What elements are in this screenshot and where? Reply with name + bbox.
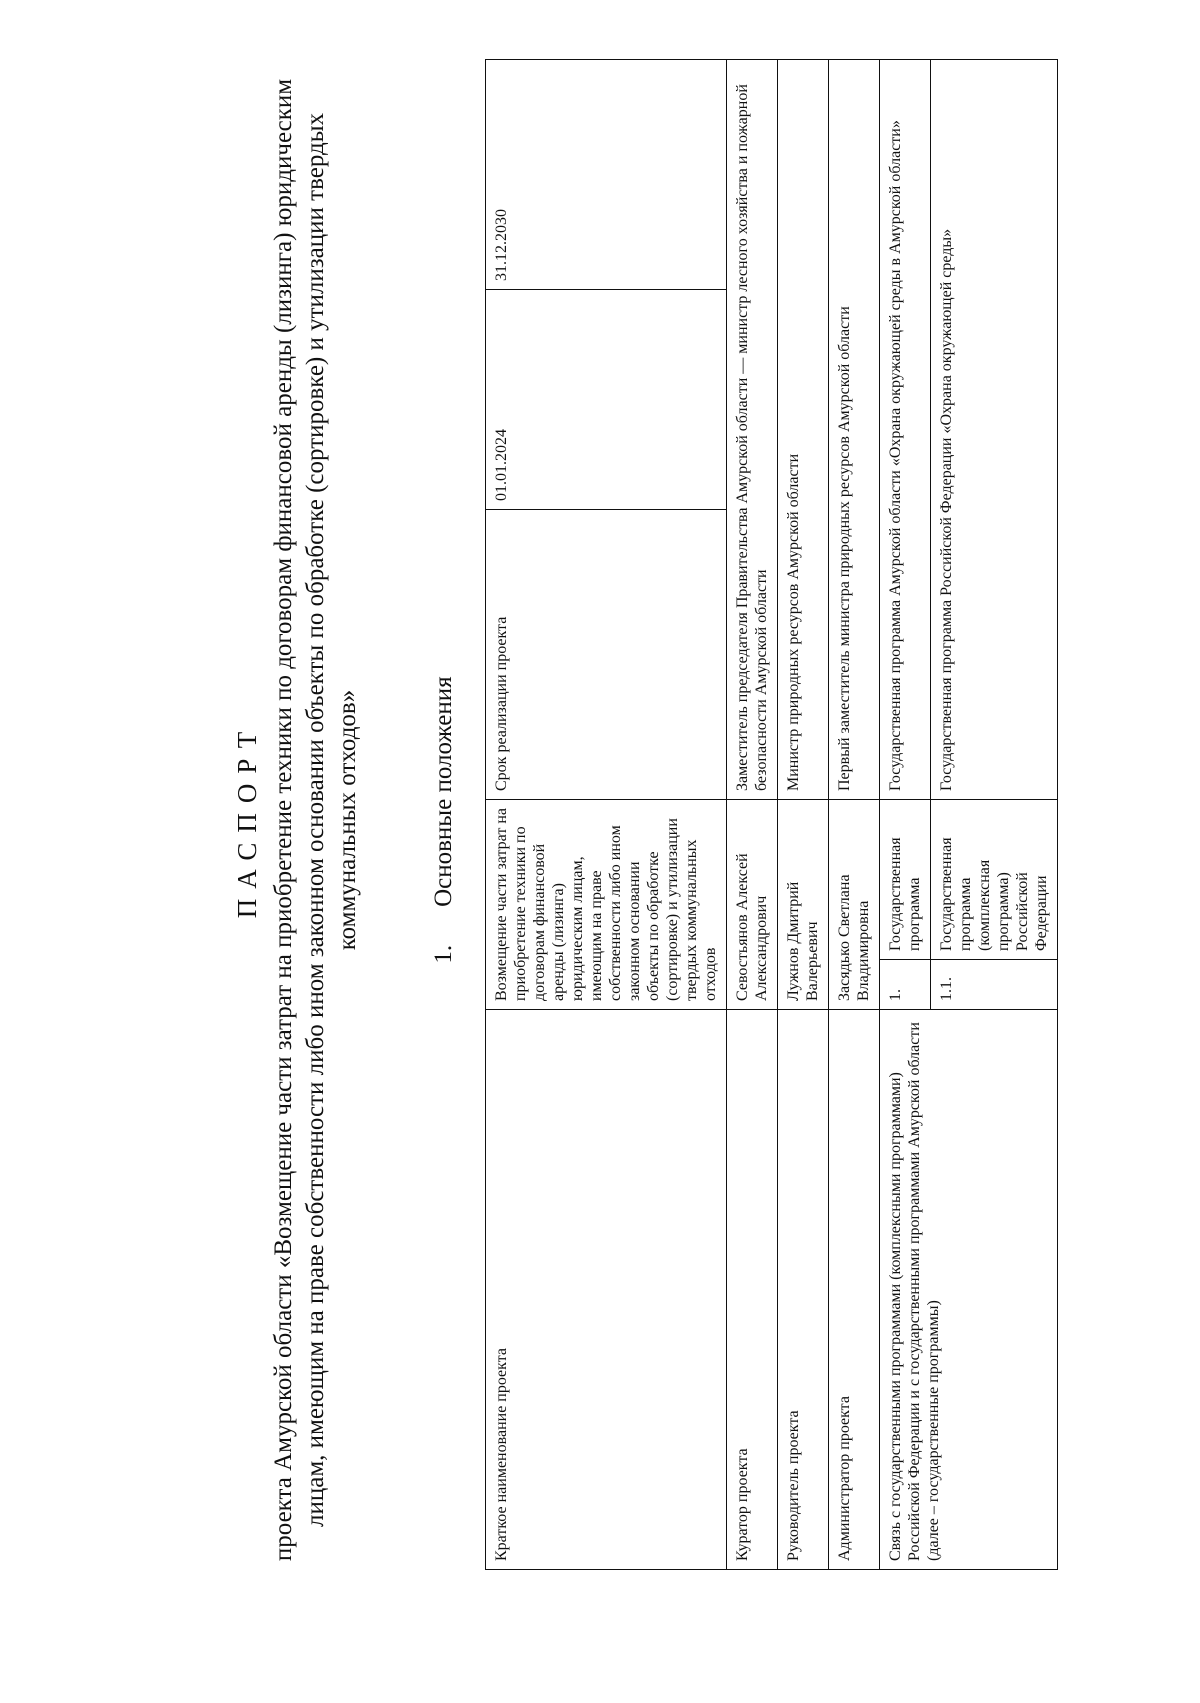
table-row [778, 60, 829, 1570]
program-name: Государственная программа Амурской области «Охрана окружающей среды в Амурской области» [880, 60, 931, 800]
section-number: 1. [430, 944, 457, 964]
term-label: Срок реализации проекта [486, 510, 727, 800]
program-type: Государственная программа (комплексная программа) Российской Федерации [931, 800, 1058, 960]
programs-label: Связь с государственными программами (комплексными программами) Российской Федерации и с государственными программами Амурской области (далее – государственные программы) [880, 1010, 1058, 1570]
curator-label: Куратор проекта [727, 1010, 778, 1570]
term-start: 01.01.2024 [486, 290, 727, 510]
document-title: ПАСПОРТ [232, 721, 262, 919]
admin-label: Администратор проекта [829, 1010, 880, 1570]
document-subtitle: проекта Амурской области «Возмещение части затрат на приобретение техники по договорам финансовой аренды (лизинга) юридическим лицам, имеющим на праве собственности либо ином законном основании объекты по обработке (сортировке) и утилизации твердых коммунальных отходов» [270, 78, 361, 1562]
document-page [150, 0, 1200, 1640]
table-row [727, 60, 778, 1570]
short-name-value: Возмещение части затрат на приобретение техники по договорам финансовой аренды (лизинга) юридическим лицам, имеющим на праве собственности либо ином законном основании объекты по обработке (сортировке) и утилизации твердых коммунальных отходов [486, 800, 727, 1010]
head-position: Министр природных ресурсов Амурской области [778, 60, 829, 800]
head-name: Лужнов Дмитрий Валерьевич [778, 800, 829, 1010]
admin-name: Засядько Светлана Владимировна [829, 800, 880, 1010]
head-label: Руководитель проекта [778, 1010, 829, 1570]
table-row [486, 60, 727, 1570]
program-code: 1. [880, 960, 931, 1010]
program-name: Государственная программа Российской Федерации «Охрана окружающей среды» [931, 60, 1058, 800]
document-heading [230, 0, 364, 1640]
section-title: Основные положения [430, 676, 457, 907]
table-row [829, 60, 880, 1570]
curator-position: Заместитель председателя Правительства Амурской области — министр лесного хозяйства и пожарной безопасности Амурской области [727, 60, 778, 800]
passport-table [485, 59, 1058, 1570]
admin-position: Первый заместитель министра природных ресурсов Амурской области [829, 60, 880, 800]
curator-name: Севостьянов Алексей Александрович [727, 800, 778, 1010]
term-end: 31.12.2030 [486, 60, 727, 290]
table-row [880, 60, 931, 1570]
section-heading [430, 0, 458, 1640]
program-type: Государственная программа [880, 800, 931, 960]
program-code: 1.1. [931, 960, 1058, 1010]
short-name-label: Краткое наименование проекта [486, 1010, 727, 1570]
